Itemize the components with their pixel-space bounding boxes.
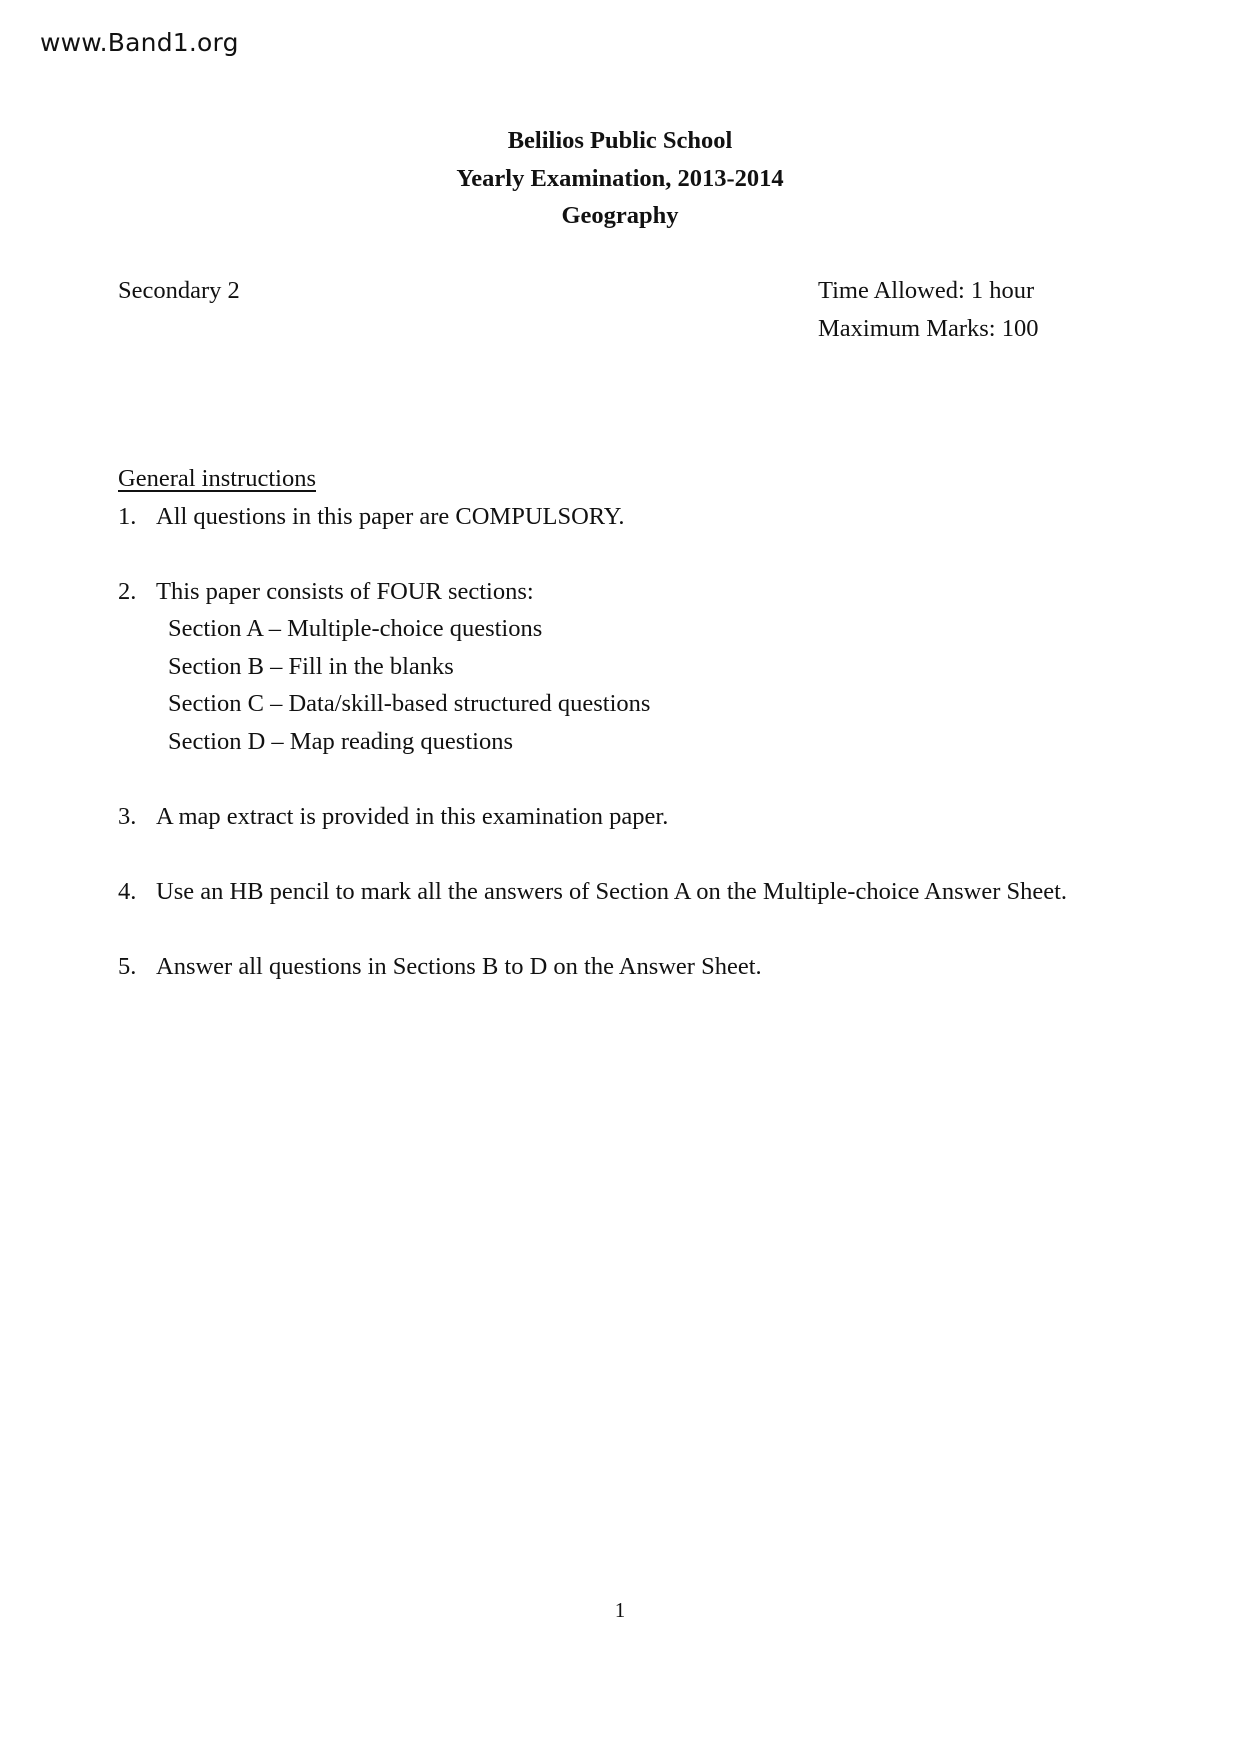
instruction-number: 2.: [118, 577, 137, 605]
class-level: Secondary 2: [118, 277, 240, 304]
instruction-text: A map extract is provided in this examination paper.: [156, 802, 669, 830]
maximum-marks: Maximum Marks: 100: [818, 314, 1039, 342]
section-list-item: Section A – Multiple-choice questions: [168, 615, 543, 642]
instruction-item: [118, 573, 1128, 761]
instruction-text: Use an HB pencil to mark all the answers of Section A on the Multiple-choice Answer Sheet.: [156, 877, 1068, 905]
section-list-item: Section B – Fill in the blanks: [168, 652, 454, 680]
instruction-item: [118, 498, 1128, 536]
section-list-item: Section D – Map reading questions: [168, 727, 513, 755]
paper-header: [0, 122, 1240, 235]
general-instructions: [118, 460, 1128, 985]
instruction-text: Answer all questions in Sections B to D on the Answer Sheet.: [156, 952, 762, 980]
instruction-item: [118, 798, 1128, 836]
instruction-item: [118, 948, 1128, 986]
instruction-item: [118, 873, 1128, 911]
subject-title: Geography: [561, 202, 679, 229]
time-allowed: Time Allowed: 1 hour: [818, 277, 1035, 304]
instruction-number: 3.: [118, 802, 137, 830]
watermark-url: www.Band1.org: [40, 28, 239, 57]
page-number: 1: [614, 1598, 626, 1622]
school-name: Belilios Public School: [507, 127, 733, 154]
exam-meta: [818, 272, 1039, 347]
instruction-body: [156, 573, 1128, 761]
instruction-number: 1.: [118, 502, 137, 530]
instruction-number: 4.: [118, 877, 137, 905]
instruction-text: This paper consists of FOUR sections:: [156, 577, 534, 605]
instructions-heading: General instructions: [118, 465, 316, 492]
instruction-text: All questions in this paper are COMPULSORY.: [156, 502, 625, 530]
exam-title: Yearly Examination, 2013-2014: [456, 164, 784, 192]
instruction-number: 5.: [118, 952, 137, 980]
section-list-item: Section C – Data/skill-based structured questions: [168, 690, 651, 717]
